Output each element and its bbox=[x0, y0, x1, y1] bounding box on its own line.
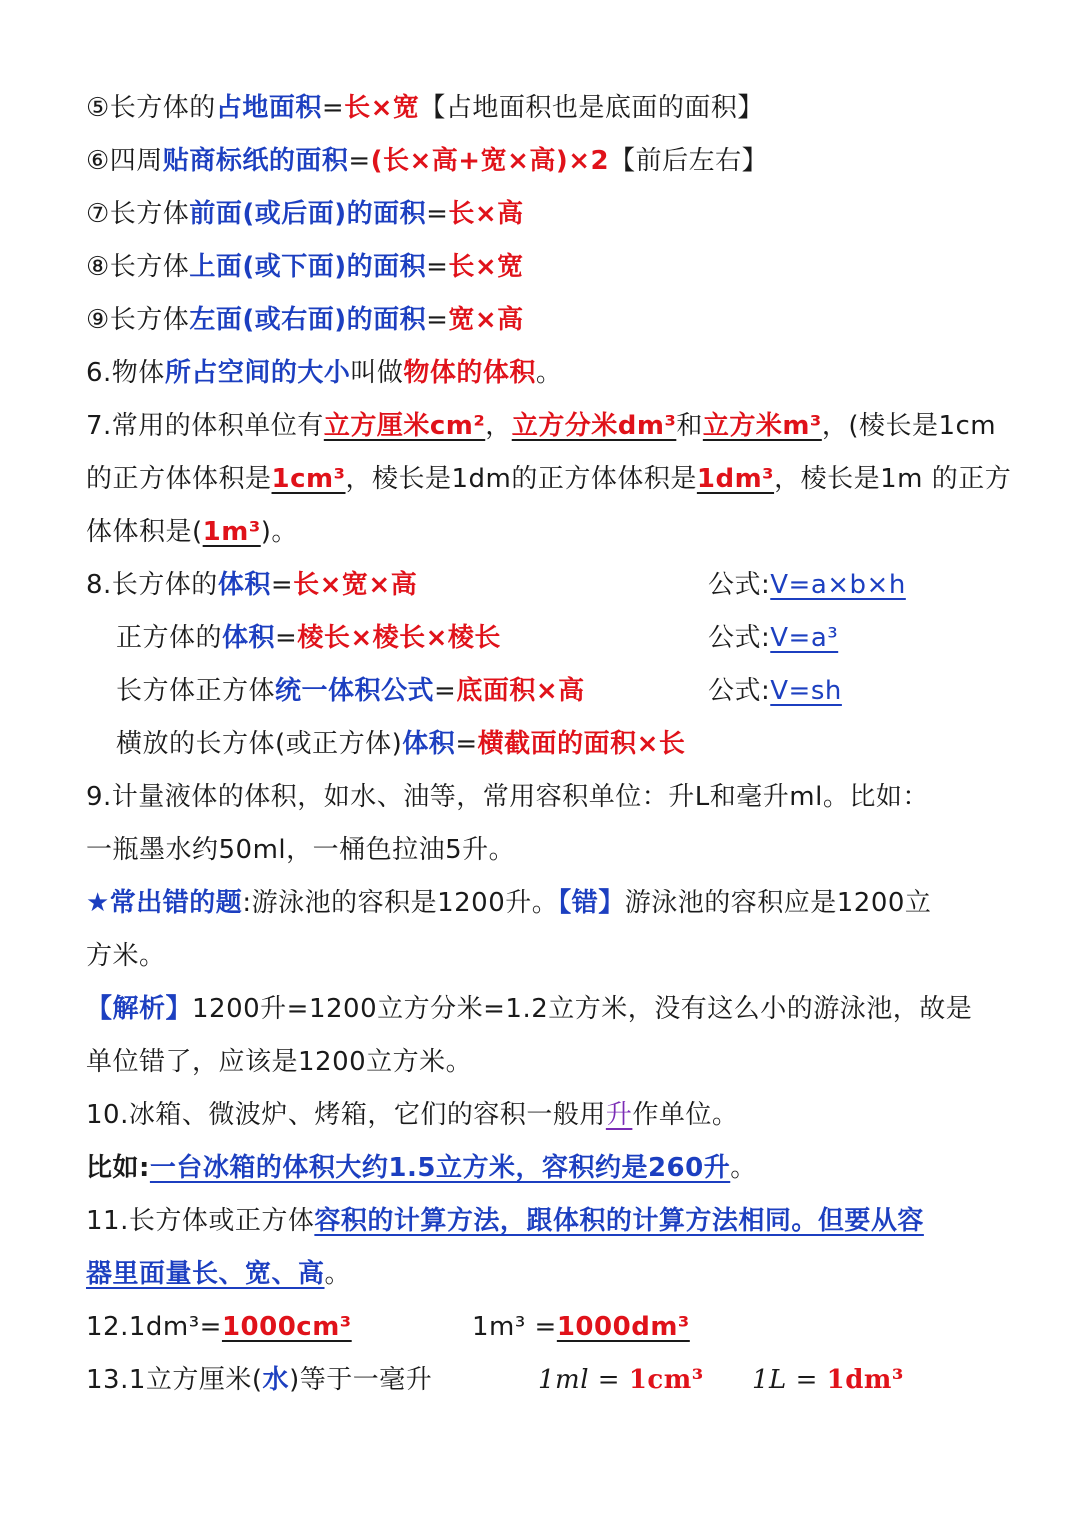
formula: 长×高 bbox=[448, 199, 524, 229]
item-8-cube-volume bbox=[116, 612, 1010, 665]
period: 。 bbox=[535, 358, 563, 388]
text: 8.长方体的 bbox=[86, 570, 218, 600]
comma: ， bbox=[485, 411, 512, 441]
text: 6.物体 bbox=[86, 358, 165, 388]
text: 叫做 bbox=[350, 358, 404, 388]
term-unified-formula: 统一体积公式 bbox=[275, 676, 435, 706]
text: 1m³ = bbox=[472, 1312, 557, 1342]
example-text: 一台冰箱的体积大约1.5立方米，容积约是260升 bbox=[149, 1153, 731, 1183]
term-volume: 体积 bbox=[222, 623, 276, 653]
formula-symbolic: V=sh bbox=[770, 676, 842, 706]
math-rhs: 1cm³ bbox=[628, 1365, 704, 1395]
text: ，(棱长是1cm bbox=[821, 411, 997, 441]
term-volume: 物体的体积 bbox=[403, 358, 536, 388]
text: )等于一毫升 bbox=[289, 1365, 433, 1395]
note: 【前后左右】 bbox=[609, 146, 769, 176]
text: 7.常用的体积单位有 bbox=[86, 411, 324, 441]
analysis-line1 bbox=[86, 983, 1010, 1036]
text: ⑤长方体的 bbox=[86, 93, 216, 123]
formula: 宽×高 bbox=[448, 305, 524, 335]
text: ，棱长是1dm的正方体体积是 bbox=[345, 464, 697, 494]
math-lhs: 1L = bbox=[752, 1365, 827, 1395]
text: 一瓶墨水约50ml，一桶色拉油5升。 bbox=[86, 835, 516, 865]
line-5-footprint-area bbox=[86, 82, 1010, 135]
formula-column bbox=[708, 665, 842, 718]
formula-symbolic: V=a³ bbox=[770, 623, 839, 653]
math-ml-cm3 bbox=[538, 1354, 704, 1407]
term-footprint-area: 占地面积 bbox=[215, 93, 322, 123]
item-12-conversions bbox=[86, 1301, 1010, 1354]
term-volume: 体积 bbox=[217, 570, 271, 600]
item-13-water-volume bbox=[86, 1354, 1010, 1407]
formula-column bbox=[708, 612, 838, 665]
term-volume: 体积 bbox=[402, 729, 456, 759]
text: 1200升=1200立方分米=1.2立方米，没有这么小的游泳池，故是 bbox=[192, 994, 973, 1024]
line-7-front-area bbox=[86, 188, 1010, 241]
unit-cubic-dm: 立方分米dm³ bbox=[511, 411, 677, 441]
text: 单位错了，应该是1200立方米。 bbox=[86, 1047, 473, 1077]
answer-1cm3: 1cm³ bbox=[271, 464, 346, 494]
text: ⑦长方体 bbox=[86, 199, 190, 229]
note: 【占地面积也是底面的面积】 bbox=[419, 93, 764, 123]
formula: 棱长×棱长×棱长 bbox=[297, 623, 501, 653]
term-side-area: 左面(或右面)的面积 bbox=[189, 305, 427, 335]
equals: = bbox=[426, 252, 449, 282]
period: 。 bbox=[324, 1259, 352, 1289]
text: 13.1立方厘米( bbox=[86, 1365, 263, 1395]
text: ⑧长方体 bbox=[86, 252, 190, 282]
period: 。 bbox=[730, 1153, 757, 1183]
equals: = bbox=[426, 305, 449, 335]
text: 和 bbox=[676, 411, 703, 441]
item-6-volume-definition bbox=[86, 347, 1010, 400]
formula: 底面积×高 bbox=[456, 676, 585, 706]
term-top-area: 上面(或下面)的面积 bbox=[189, 252, 427, 282]
math-rhs: 1dm³ bbox=[826, 1365, 904, 1395]
answer-1dm3: 1dm³ bbox=[696, 464, 775, 494]
text: ，棱长是1m 的正方 bbox=[774, 464, 1012, 494]
term-front-area: 前面(或后面)的面积 bbox=[189, 199, 427, 229]
text: 体体积是( bbox=[86, 517, 203, 547]
equals: = bbox=[321, 93, 345, 123]
highlight: 容积的计算方法，跟体积的计算方法相同。但要从容 bbox=[314, 1206, 924, 1236]
example-label: 比如: bbox=[86, 1153, 150, 1183]
item-9-liquid-volume-line2 bbox=[86, 824, 1010, 877]
answer-1000cm3: 1000cm³ bbox=[221, 1312, 352, 1342]
text: 10.冰箱、微波炉、烤箱，它们的容积一般用 bbox=[86, 1100, 606, 1130]
conversion-2 bbox=[472, 1301, 690, 1354]
analysis-tag: 【解析】 bbox=[86, 994, 193, 1024]
unit-cubic-m: 立方米m³ bbox=[702, 411, 822, 441]
analysis-line2 bbox=[86, 1036, 1010, 1089]
equals: = bbox=[455, 729, 478, 759]
star-heading: ★常出错的题 bbox=[86, 888, 243, 918]
text: 12.1dm³= bbox=[86, 1312, 222, 1342]
item-7-volume-units-line1 bbox=[86, 400, 1010, 453]
item-8-cuboid-volume bbox=[86, 559, 1010, 612]
equals: = bbox=[275, 623, 298, 653]
term-water: 水 bbox=[262, 1365, 290, 1395]
item-8-unified-volume bbox=[116, 665, 1010, 718]
formula-symbolic: V=a×b×h bbox=[770, 570, 906, 600]
item-7-volume-units-line3 bbox=[86, 506, 1010, 559]
equals: = bbox=[426, 199, 449, 229]
text: 方米。 bbox=[86, 941, 166, 971]
math-lhs: 1ml = bbox=[538, 1365, 629, 1395]
formula-label: 公式: bbox=[708, 676, 771, 706]
text: 作单位。 bbox=[632, 1100, 739, 1130]
equals: = bbox=[270, 570, 294, 600]
math-l-dm3 bbox=[752, 1354, 904, 1407]
text: 横放的长方体(或正方体) bbox=[116, 729, 403, 759]
item-9-liquid-volume-line1 bbox=[86, 771, 1010, 824]
text: 11.长方体或正方体 bbox=[86, 1206, 315, 1236]
equals: = bbox=[348, 146, 371, 176]
item-10-example bbox=[86, 1142, 1010, 1195]
text: )。 bbox=[260, 517, 298, 547]
formula: (长×高+宽×高)×2 bbox=[370, 146, 610, 176]
text: 的正方体体积是 bbox=[86, 464, 272, 494]
text: 长方体正方体 bbox=[116, 676, 276, 706]
item-10-appliance-capacity bbox=[86, 1089, 1010, 1142]
line-6-label-area bbox=[86, 135, 1010, 188]
item-7-volume-units-line2 bbox=[86, 453, 1010, 506]
item-8-horizontal-volume bbox=[116, 718, 1010, 771]
formula-column bbox=[708, 559, 906, 612]
term-space-size: 所占空间的大小 bbox=[164, 358, 351, 388]
formula-label: 公式: bbox=[708, 623, 771, 653]
text: ⑨长方体 bbox=[86, 305, 190, 335]
common-mistake-line2 bbox=[86, 930, 1010, 983]
formula: 长×宽 bbox=[344, 93, 420, 123]
answer-1000dm3: 1000dm³ bbox=[556, 1312, 690, 1342]
line-8-top-area bbox=[86, 241, 1010, 294]
highlight: 器里面量长、宽、高 bbox=[86, 1259, 325, 1289]
wrong-tag: 【错】 bbox=[558, 888, 625, 918]
text: :游泳池的容积是1200升。 bbox=[242, 888, 559, 918]
item-11-capacity-calc-line1 bbox=[86, 1195, 1010, 1248]
answer-1m3: 1m³ bbox=[202, 517, 261, 547]
unit-cubic-cm: 立方厘米cm² bbox=[323, 411, 486, 441]
formula: 长×宽 bbox=[448, 252, 524, 282]
unit-liter: 升 bbox=[605, 1100, 633, 1130]
text: 9.计量液体的体积，如水、油等，常用容积单位：升L和毫升ml。比如： bbox=[86, 782, 929, 812]
equals: = bbox=[434, 676, 457, 706]
term-label-area: 贴商标纸的面积 bbox=[162, 146, 349, 176]
formula: 长×宽×高 bbox=[293, 570, 418, 600]
formula-label: 公式: bbox=[708, 570, 771, 600]
text: 正方体的 bbox=[116, 623, 223, 653]
formula: 横截面的面积×长 bbox=[477, 729, 686, 759]
text: 游泳池的容积应是1200立 bbox=[624, 888, 932, 918]
item-11-capacity-calc-line2 bbox=[86, 1248, 1010, 1301]
common-mistake-line1 bbox=[86, 877, 1010, 930]
text: ⑥四周 bbox=[86, 146, 163, 176]
line-9-side-area bbox=[86, 294, 1010, 347]
